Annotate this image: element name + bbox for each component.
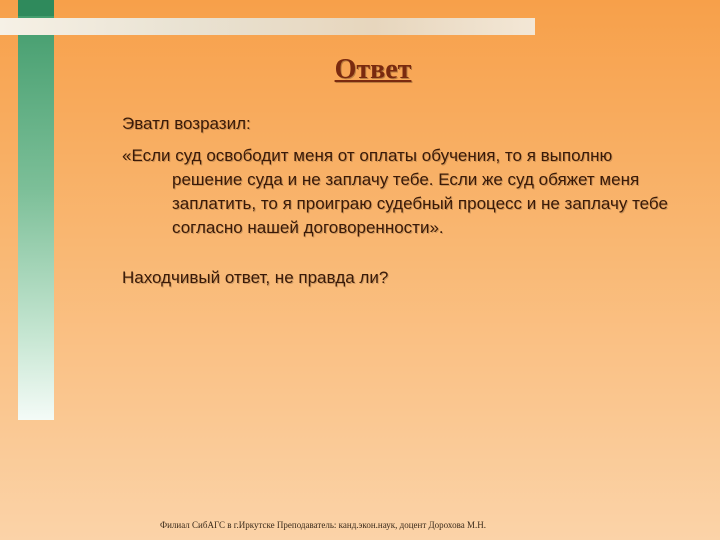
footer-text: Филиал СибАГС в г.Иркутске Преподаватель: канд.экон.наук, доцент Дорохова М.Н. bbox=[160, 520, 486, 530]
slide-title: Ответ bbox=[334, 54, 412, 85]
quote-text: «Если суд освободит меня от оплаты обучения, то я выполню решение суда и не заплачу тебе. Если же суд обяжет меня заплатить, то я проиграю судебный процесс и не заплачу тебе согласно нашей договоренности». bbox=[122, 146, 668, 237]
horizontal-decor-bar bbox=[0, 18, 535, 35]
vertical-decor-bar-top bbox=[18, 0, 54, 16]
question-text: Находчивый ответ, не правда ли? bbox=[122, 268, 389, 287]
slide-content bbox=[122, 112, 682, 307]
intro-text: Эватл возразил: bbox=[122, 114, 251, 133]
